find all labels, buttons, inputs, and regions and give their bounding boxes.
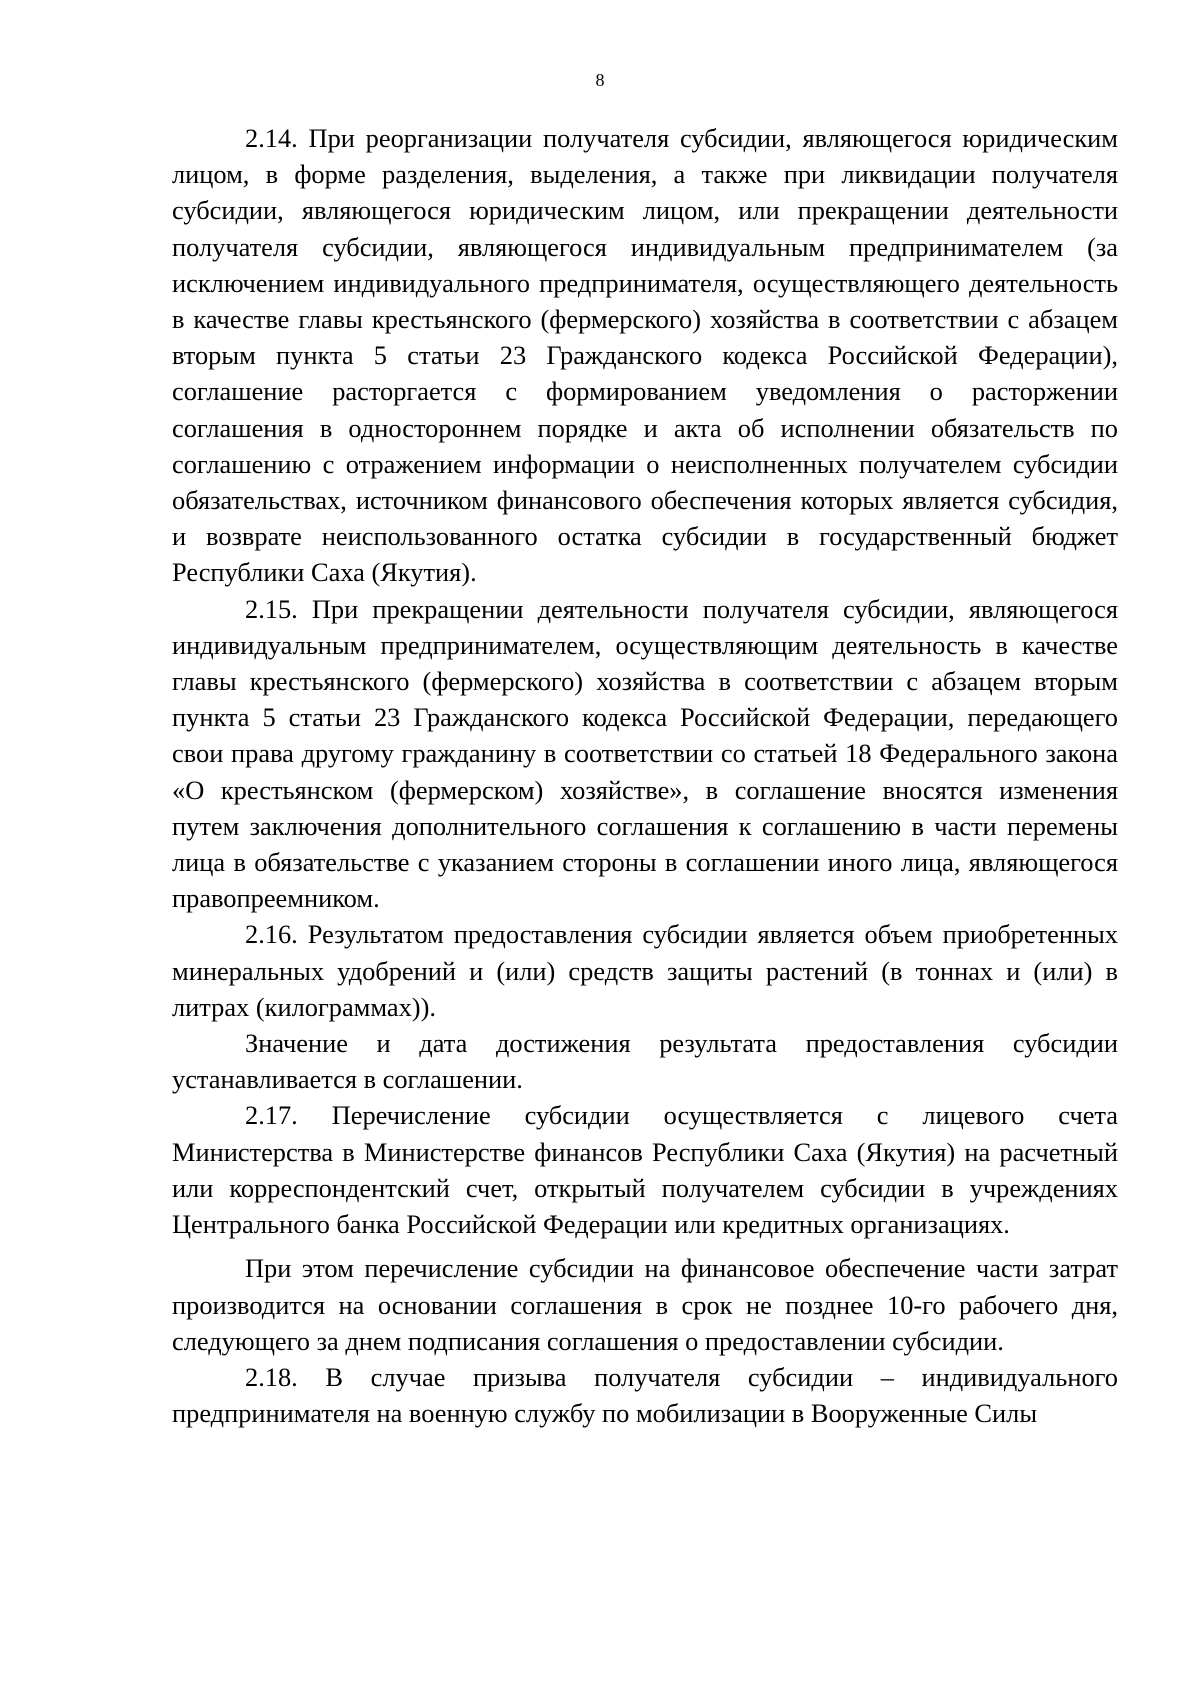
paragraph-2-16: 2.16. Результатом предоставления субсидии является объем приобретенных минеральных удобрений и (или) средств защиты растений (в тоннах и (или) в литрах (килограммах)).: [172, 919, 1118, 1022]
paragraph-2-16-value: Значение и дата достижения результата предоставления субсидии устанавливается в соглашении.: [172, 1028, 1118, 1095]
paragraph-2-15: 2.15. При прекращении деятельности получателя субсидии, являющегося индивидуальным предпринимателем, осуществляющим деятельность в качестве главы крестьянского (фермерского) хозяйства в соответствии с абзацем вторым пункта 5 статьи 23 Гражданского кодекса Российской Федерации, передающего свои права другому гражданину в соответствии со статьей 18 Федерального закона «О крестьянском (фермерском) хозяйстве», в соглашение вносятся изменения путем заключения дополнительного соглашения к соглашению в части перемены лица в обязательстве с указанием стороны в соглашении иного лица, являющегося правопреемником.: [172, 593, 1118, 914]
page-number: 8: [595, 70, 605, 90]
paragraph-2-17-transfer: При этом перечисление субсидии на финансовое обеспечение части затрат производится на основании соглашения в срок не позднее 10-го рабочего дня, следующего за днем подписания соглашения о предоставлении субсидии.: [172, 1253, 1118, 1356]
paragraph-2-14: 2.14. При реорганизации получателя субсидии, являющегося юридическим лицом, в форме разделения, выделения, а также при ликвидации получателя субсидии, являющегося юридическим лицом, или прекращении деятельности получателя субсидии, являющегося индивидуальным предпринимателем (за исключением индивидуального предпринимателя, осуществляющего деятельность в качестве главы крестьянского (фермерского) хозяйства в соответствии с абзацем вторым пункта 5 статьи 23 Гражданского кодекса Российской Федерации), соглашение расторгается с формированием уведомления о расторжении соглашения в одностороннем порядке и акта об исполнении обязательств по соглашению с отражением информации о неисполненных получателем субсидии обязательствах, источником финансового обеспечения которых является субсидия, и возврате неиспользованного остатка субсидии в государственный бюджет Республики Саха (Якутия).: [172, 123, 1118, 588]
document-body: [172, 120, 1118, 1431]
paragraph-2-17: 2.17. Перечисление субсидии осуществляется с лицевого счета Министерства в Министерстве финансов Республики Саха (Якутия) на расчетный или корреспондентский счет, открытый получателем субсидии в учреждениях Центрального банка Российской Федерации или кредитных организациях.: [172, 1100, 1118, 1240]
paragraph-2-18: 2.18. В случае призыва получателя субсидии – индивидуального предпринимателя на военную службу по мобилизации в Вооруженные Силы: [172, 1361, 1118, 1429]
